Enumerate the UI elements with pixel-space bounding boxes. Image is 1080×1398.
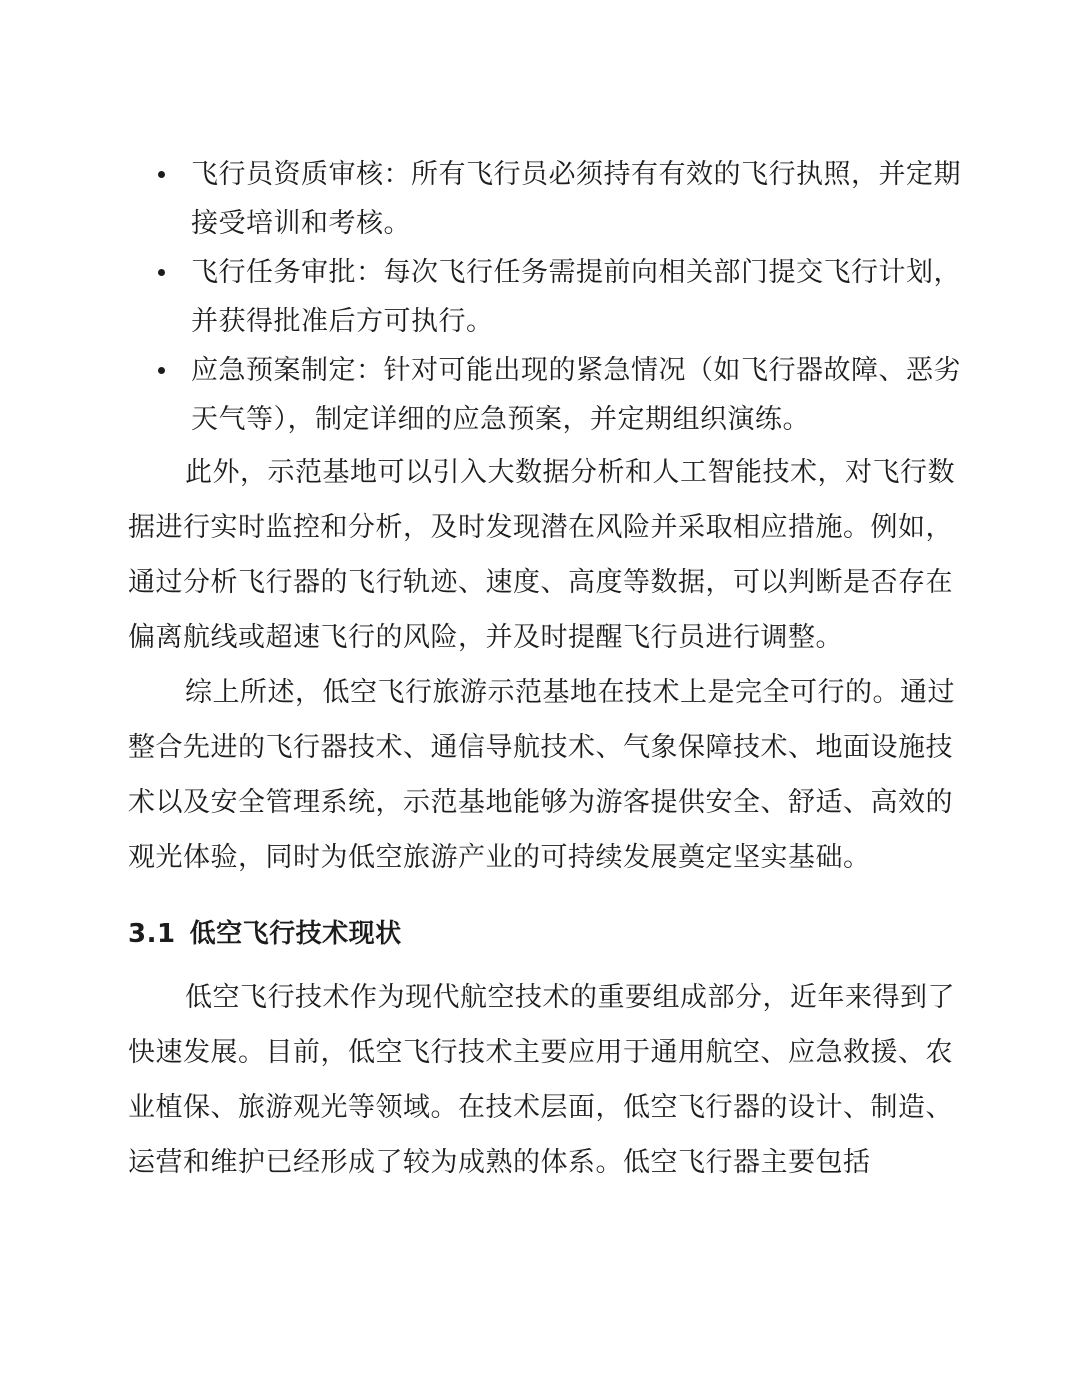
section-number: 3.1	[128, 919, 176, 949]
section-heading	[128, 912, 402, 956]
bullet-icon	[158, 171, 165, 178]
safety-measures-list	[128, 150, 978, 444]
bullet-icon	[158, 269, 165, 276]
body-paragraph: 此外，示范基地可以引入大数据分析和人工智能技术，对飞行数据进行实时监控和分析，及时发现潜在风险并采取相应措施。例如，通过分析飞行器的飞行轨迹、速度、高度等数据，可以判断是否存在偏离航线或超速飞行的风险，并及时提醒飞行员进行调整。	[128, 457, 955, 653]
list-item-text: 应急预案制定：针对可能出现的紧急情况（如飞行器故障、恶劣天气等），制定详细的应急预案，并定期组织演练。	[191, 355, 961, 435]
bullet-icon	[158, 367, 165, 374]
body-paragraph: 综上所述，低空飞行旅游示范基地在技术上是完全可行的。通过整合先进的飞行器技术、通信导航技术、气象保障技术、地面设施技术以及安全管理系统，示范基地能够为游客提供安全、舒适、高效的观光体验，同时为低空旅游产业的可持续发展奠定坚实基础。	[128, 677, 955, 873]
section-title: 低空飞行技术现状	[189, 919, 402, 949]
list-item	[128, 346, 978, 444]
list-item-text: 飞行任务审批：每次飞行任务需提前向相关部门提交飞行计划，并获得批准后方可执行。	[191, 257, 961, 337]
list-item	[128, 150, 978, 248]
list-item	[128, 248, 978, 346]
body-paragraph: 低空飞行技术作为现代航空技术的重要组成部分，近年来得到了快速发展。目前，低空飞行技术主要应用于通用航空、应急救援、农业植保、旅游观光等领域。在技术层面，低空飞行器的设计、制造、运营和维护已经形成了较为成熟的体系。低空飞行器主要包括	[128, 982, 955, 1178]
list-item-text: 飞行员资质审核：所有飞行员必须持有有效的飞行执照，并定期接受培训和考核。	[191, 159, 961, 239]
